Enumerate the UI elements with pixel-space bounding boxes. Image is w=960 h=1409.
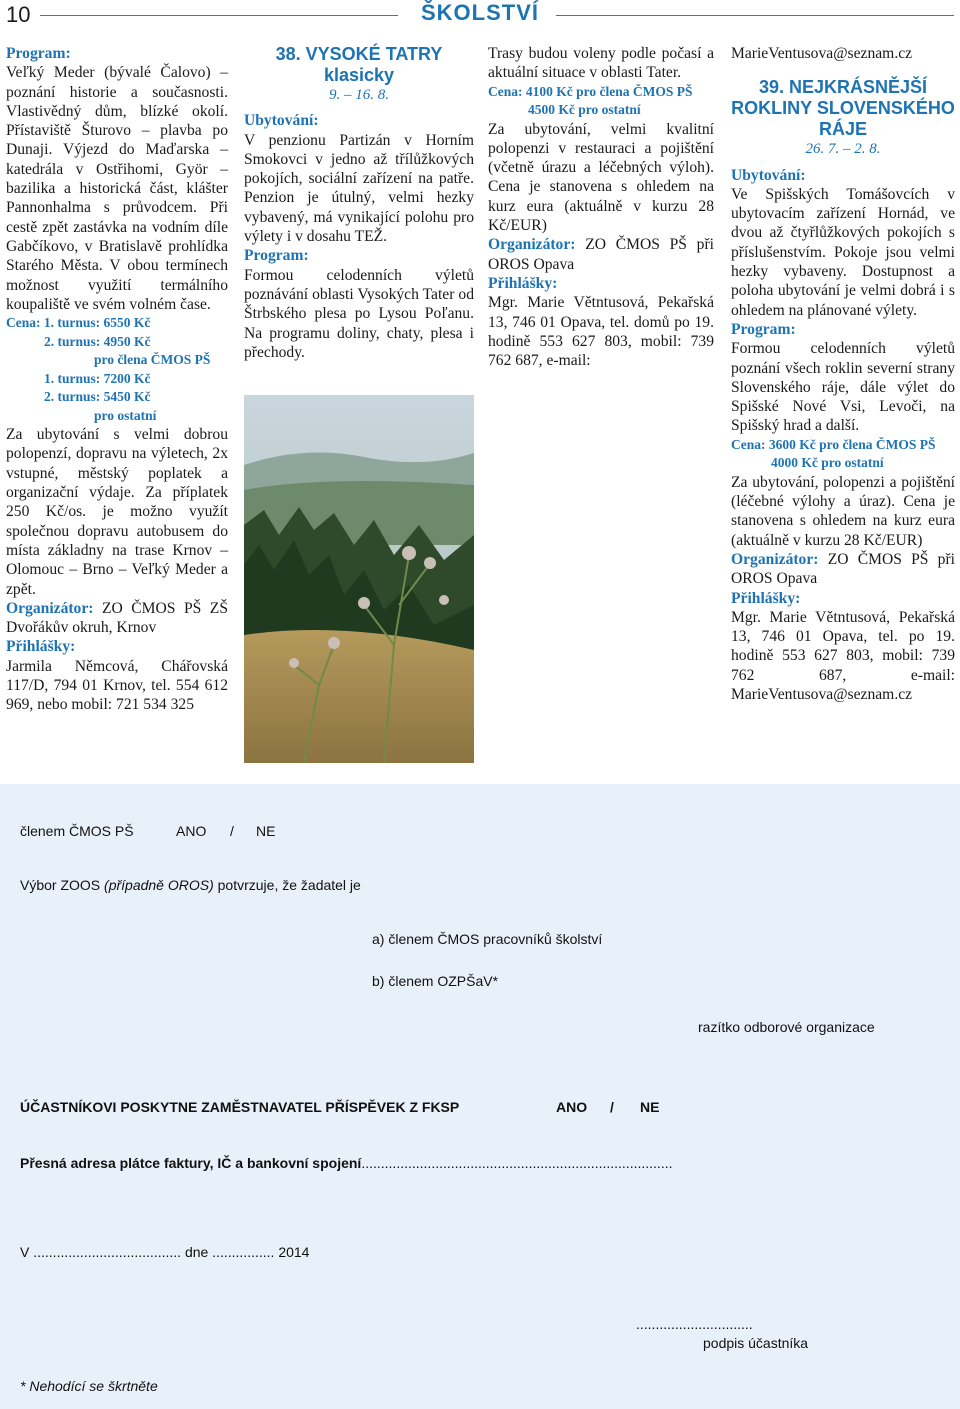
program-text: Formou celodenních výletů poznání všech roklin severní strany Slovenského ráje, dále výlet do Spišské Nové Vsi, Levoči, na Spišský hrad a další. [731,340,955,435]
tatry-landscape-photo [244,395,474,763]
program-text: Formou celodenních výletů poznávání oblasti Vysokých Tater od Štrbského plesa po Lysou Poľanu. Na programu doliny, chaty, plesa i přechody. [244,266,474,361]
address-label: Přesná adresa plátce faktury, IČ a bankovní spojení [20,1155,362,1171]
column-3 [488,44,714,370]
member-ne-option[interactable]: NE [256,823,276,839]
program-label: Program: [731,320,796,338]
price-line: 1. turnus: 7200 Kč [44,370,151,386]
signature-label: podpis účastníka [703,1335,809,1351]
price-line: 2. turnus: 5450 Kč [44,389,151,405]
price-text: Za ubytování s velmi dobrou polopenzí, dopravu na výletech, 2x vstupné, městský poplatek a organizační výdaje. Za příplatek 250 Kč/os. je možno využít společnou dopravu autobusem do místa základny na trase Krnov – Olomouc – Brno – Veľký Meder a zpět. [6,426,228,598]
trip-38-date: 9. – 16. 8. [329,87,389,103]
application-form [0,784,960,1409]
column-2 [244,44,474,362]
fksp-slash: / [610,1099,614,1115]
price-line: 4000 Kč pro ostatní [771,455,884,471]
fksp-ne-option[interactable]: NE [640,1099,660,1115]
section-title: ŠKOLSTVÍ [420,0,539,25]
address-field[interactable]: Přesná adresa plátce faktury, IČ a bankovní spojení................................................................................ [20,1155,673,1171]
trip-39-title: 39. NEJKRÁSNĚJŠÍ ROKLINY SLOVENSKÉHO RÁJE [731,77,955,140]
price-line: Cena: 4100 Kč pro člena ČMOS PŠ [488,83,693,99]
price-block [488,83,714,120]
signature-line[interactable]: .............................. [636,1316,753,1332]
applications-label: Přihlášky: [6,638,76,656]
organizer-label: Organizátor: [6,599,94,617]
accommodation-text: V penzionu Partizán v Horním Smokovci v jedno až třílůžkových pokojích, sociální zařízení na patře. Penzion je útulný, velmi hezky vybavený, má vynikající polohu pro výlety i v dosahu TEŽ. [244,131,474,246]
option-a[interactable]: a) členem ČMOS pracovníků školství [372,931,603,947]
price-block [731,436,955,473]
organizer-text: ZO ČMOS PŠ ZŠ Dvořákův okruh, Krnov [6,599,228,637]
applications-text: Mgr. Marie Větntusová, Pekařská 13, 746 01 Opava, tel. domů po 19. hodině 553 627 803, mobil: 739 762 687, e-mail: [488,294,714,370]
applications-text: Mgr. Marie Větntusová, Pekařská 13, 746 01 Opava, tel. po 19. hodině 553 627 803, mobil: 739 762 687, e-mail: MarieVentusova@seznam.cz [731,608,955,704]
place-label: V [20,1244,30,1260]
place-date-field[interactable]: V ...................................... dne ................ 2014 [20,1244,310,1260]
price-line: Cena: 1. turnus: 6550 Kč [6,315,151,331]
trip-39-date: 26. 7. – 2. 8. [805,141,881,158]
price-line: 4500 Kč pro ostatní [528,102,641,118]
program-label: Program: [244,247,309,265]
price-text: Za ubytování, polopenzi a pojištění (léčebné výlohy a úraz). Cena je stanovena s ohledem na kurz eura (aktuálně v kurzu 28 Kč/EUR) [731,473,955,549]
page-header [0,0,960,34]
accommodation-label: Ubytování: [244,112,319,130]
applications-label: Přihlášky: [488,274,558,292]
option-b[interactable]: b) členem OZPŠaV* [372,973,499,989]
member-label: členem ČMOS PŠ [20,823,134,839]
organizer-label: Organizátor: [731,550,819,568]
fksp-ano-option[interactable]: ANO [556,1099,588,1115]
program-label: Program: [6,45,71,62]
program-text: Veľký Meder (bývalé Čalovo) – poznání historie a současnosti. Vlastivědný dům, blízké okolí. Přístaviště Šturovo – plavba po Dunaji. Výjezd do Maďarska – katedrála v Ostřihomi, Györ – bazilika a historická část, klášter Pannonhalma s průvodcem. Při cestě zpět zastávka na vodním díle Gabčíkovo, v Bratislavě prohlídka Starého Města. V obou termínech možnost využití termálního koupaliště ve svém volném čase. [6,64,228,313]
committee-statement: Výbor ZOOS (případně OROS) potvrzuje, že žadatel je [20,877,361,893]
trip-38-title: 38. VYSOKÉ TATRY [275,44,443,64]
organizer-text: ZO ČMOS PŠ při OROS Opava [488,236,714,273]
applications-label: Přihlášky: [731,589,801,607]
applications-text: Jarmila Němcová, Chářovská 117/D, 794 01 Krnov, tel. 554 612 969, nebo mobil: 721 534 325 [6,657,228,714]
price-line: pro ostatní [94,407,157,423]
footnote: * Nehodící se škrtněte [20,1378,158,1394]
fksp-label: ÚČASTNÍKOVI POSKYTNE ZAMĚSTNAVATEL PŘÍSPĚVEK Z FKSP [20,1099,460,1115]
price-line: 2. turnus: 4950 Kč [44,333,151,349]
accommodation-text: Ve Spišských Tomášovcích v ubytovacím zařízení Hornád, ve dvou až čtyřlůžkových pokojích s příslušenstvím. Pokoje jsou velmi hezky vybaveny. Dostupnost a poloha ubytování je velmi dobrá i s ohledem na plánované výlety. [731,185,955,319]
column-1 [6,44,228,715]
year-label: 2014 [278,1244,310,1260]
route-text: Trasy budou voleny podle počasí a aktuální situace v oblasti Tater. [488,45,714,82]
price-block [6,314,228,425]
price-line: pro člena ČMOS PŠ [94,352,211,368]
stamp-label: razítko odborové organizace [698,1019,875,1035]
member-ano-option[interactable]: ANO [176,823,207,839]
trip-38-subtitle: klasicky [323,65,395,85]
member-slash: / [230,823,234,839]
price-line: Cena: 3600 Kč pro člena ČMOS PŠ [731,436,936,452]
page-number: 10 [6,2,31,27]
column-4 [731,44,955,704]
price-text: Za ubytování, velmi kvalitní polopenzi v restauraci a pojištění (včetně úrazu a léčebných výloh). Cena je stanovena s ohledem na kurz eura (aktuálně v kurzu 28 Kč/EUR) [488,120,714,235]
date-label: dne [184,1244,209,1260]
email-top: MarieVentusova@seznam.cz [731,45,913,62]
accommodation-label: Ubytování: [731,166,806,184]
organizer-text: ZO ČMOS PŠ při OROS Opava [731,550,955,588]
organizer-label: Organizátor: [488,236,576,254]
